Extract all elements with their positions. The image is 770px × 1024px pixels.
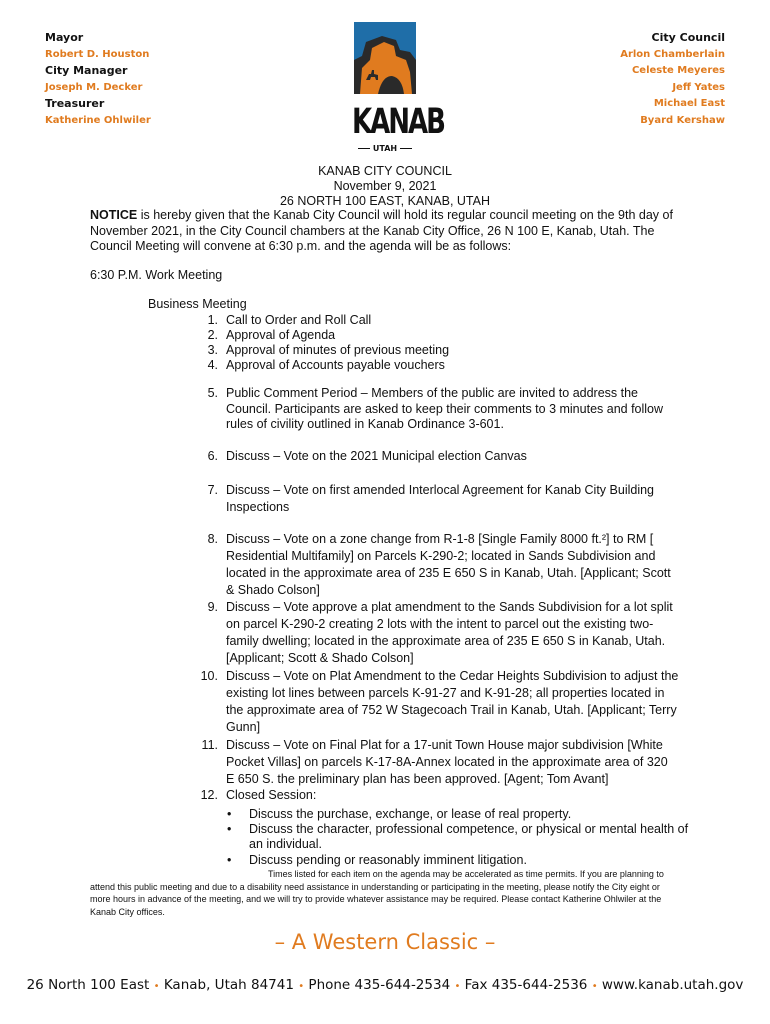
manager-label: City Manager [45, 64, 128, 77]
agenda-item [207, 448, 686, 465]
notice-bold: NOTICE [90, 208, 138, 222]
separator-dot-icon: • [454, 981, 461, 992]
manager-name: Joseph M. Decker [45, 81, 143, 93]
agenda-text: Approval of Accounts payable vouchers [226, 358, 445, 372]
separator-dot-icon: • [591, 981, 598, 992]
footer-contact [0, 977, 770, 993]
accommodation-notice: Times listed for each item on the agenda may be accelerated as time permits. If you are planning to attend this public meeting and due to a disability need assistance in understanding or participating in the meeting, please notify the City eight or more hours in advance of the meeting, and we will try to provide whatever assistance may be required. Please contact Katherine Ohlwiler at the Kanab City offices. [90, 869, 664, 917]
agenda-item [207, 357, 686, 374]
agenda-text: Approval of Agenda [226, 328, 336, 342]
council-member: Michael East [653, 98, 725, 109]
heading-address: 26 NORTH 100 EAST, KANAB, UTAH [279, 194, 491, 208]
footer-city: Kanab, Utah 84741 [163, 977, 294, 993]
logo-sub-text: UTAH [372, 144, 398, 153]
bullet-text: Discuss the purchase, exchange, or lease of real property. [249, 807, 572, 821]
agenda-num: 10. [200, 669, 218, 683]
footer-phone: Phone 435-644-2534 [308, 977, 451, 993]
bullet-text: Discuss pending or reasonably imminent litigation. [249, 853, 527, 867]
treasurer-label: Treasurer [45, 97, 105, 110]
footer-fax: Fax 435-644-2536 [464, 977, 588, 993]
logo-wordmark: KANAB [352, 102, 444, 143]
council-member: Arlon Chamberlain [620, 48, 725, 60]
agenda-item [207, 599, 681, 667]
agenda-item [207, 531, 676, 599]
agenda-num: 4. [207, 358, 218, 372]
council-label: City Council [651, 31, 725, 44]
notice-paragraph [90, 208, 690, 255]
agenda-text: Discuss – Vote on Final Plat for a 17-unit Town House major subdivision [White Pocket Villas] on parcels K-17-8A-Annex located in the approximate area of 320 E 650 S. the preliminary plan has been approved. [Agent; Tom Avant] [226, 738, 668, 786]
agenda-num: 11. [201, 738, 218, 752]
footer-address: 26 North 100 East [26, 977, 150, 993]
officials-left [45, 30, 151, 129]
city-council-list [620, 30, 725, 129]
agenda-item [201, 737, 676, 788]
closed-bullet [227, 853, 689, 868]
agenda-item [200, 787, 676, 804]
agenda-num: 9. [207, 600, 218, 614]
agenda-text: Discuss – Vote on Plat Amendment to the Cedar Heights Subdivision to adjust the existing lot lines between parcels K-91-27 and K-91-28; all properties located in the approximate area of 752 W Stagecoach Trail in Kanab, Utah. [Applicant; Terry Gunn] [226, 669, 679, 734]
bullet-icon: • [227, 853, 232, 867]
agenda-text: Public Comment Period – Members of the public are invited to address the Council. Participants are asked to keep their comments to 3 minutes and follow rules of civility outlined in Kanab Ordinance 3-601. [226, 386, 664, 431]
agenda-text: Discuss – Vote approve a plat amendment to the Sands Subdivision for a lot split on parcel K-290-2 creating 2 lots with the intent to parcel out the existing two-family dwelling; located in the approximate area of 235 E 650 S in Kanab, Utah. [Applicant; Scott & Shado Colson] [226, 600, 673, 665]
heading-date: November 9, 2021 [333, 179, 437, 193]
agenda-num: 3. [207, 343, 218, 357]
agenda-item [200, 668, 681, 736]
agenda-num: 7. [207, 483, 218, 497]
separator-dot-icon: • [298, 981, 305, 992]
business-meeting: Business Meeting [148, 297, 247, 311]
mayor-label: Mayor [45, 31, 84, 44]
meeting-heading [0, 164, 770, 209]
agenda-num: 5. [207, 386, 218, 400]
agenda-text: Discuss – Vote on first amended Interlocal Agreement for Kanab City Building Inspections [226, 483, 655, 514]
heading-council: KANAB CITY COUNCIL [318, 164, 452, 178]
agenda-item [207, 482, 671, 516]
council-member: Celeste Meyeres [631, 65, 725, 76]
footer-website-link[interactable]: www.kanab.utah.gov [601, 977, 744, 993]
agenda-text: Closed Session: [226, 788, 317, 802]
tagline: – A Western Classic – [274, 930, 496, 954]
treasurer-name: Katherine Ohlwiler [45, 114, 151, 126]
separator-dot-icon: • [153, 981, 160, 992]
agenda-text: Approval of minutes of previous meeting [226, 343, 450, 357]
work-meeting: 6:30 P.M. Work Meeting [90, 268, 223, 282]
bullet-icon: • [227, 822, 232, 836]
bullet-icon: • [227, 807, 232, 821]
agenda-num: 2. [207, 328, 218, 342]
closed-bullet [227, 807, 689, 822]
mayor-name: Robert D. Houston [45, 48, 150, 60]
agenda-text: Call to Order and Roll Call [226, 313, 372, 327]
kanab-logo [352, 20, 444, 160]
council-member: Byard Kershaw [640, 114, 725, 126]
logo-sub [352, 144, 418, 153]
agenda-num: 8. [207, 532, 218, 546]
closed-bullet [227, 822, 689, 852]
agenda-item [207, 386, 678, 433]
council-member: Jeff Yates [672, 81, 725, 93]
agenda-text: Discuss – Vote on a zone change from R-1-8 [Single Family 8000 ft.²] to RM [ Residential Multifamily] on Parcels K-290-2; located in Sands Subdivision and located in the approximate area of 235 E 650 S in Kanab, Utah. [Applicant; Scott & Shado Colson] [226, 532, 671, 597]
notice-text: is hereby given that the Kanab City Council will hold its regular council meeting on the 9th day of November 2021, in the City Council chambers at the Kanab City Office, 26 N 100 E, Kanab, Utah. The Council Meeting will convene at 6:30 p.m. and the agenda will be as follows: [90, 208, 673, 253]
agenda-num: 12. [200, 788, 218, 802]
agenda-num: 1. [207, 313, 218, 327]
bullet-text: Discuss the character, professional competence, or physical or mental health of an individual. [249, 822, 689, 851]
agenda-text: Discuss – Vote on the 2021 Municipal election Canvas [226, 449, 527, 463]
agenda-num: 6. [207, 449, 218, 463]
